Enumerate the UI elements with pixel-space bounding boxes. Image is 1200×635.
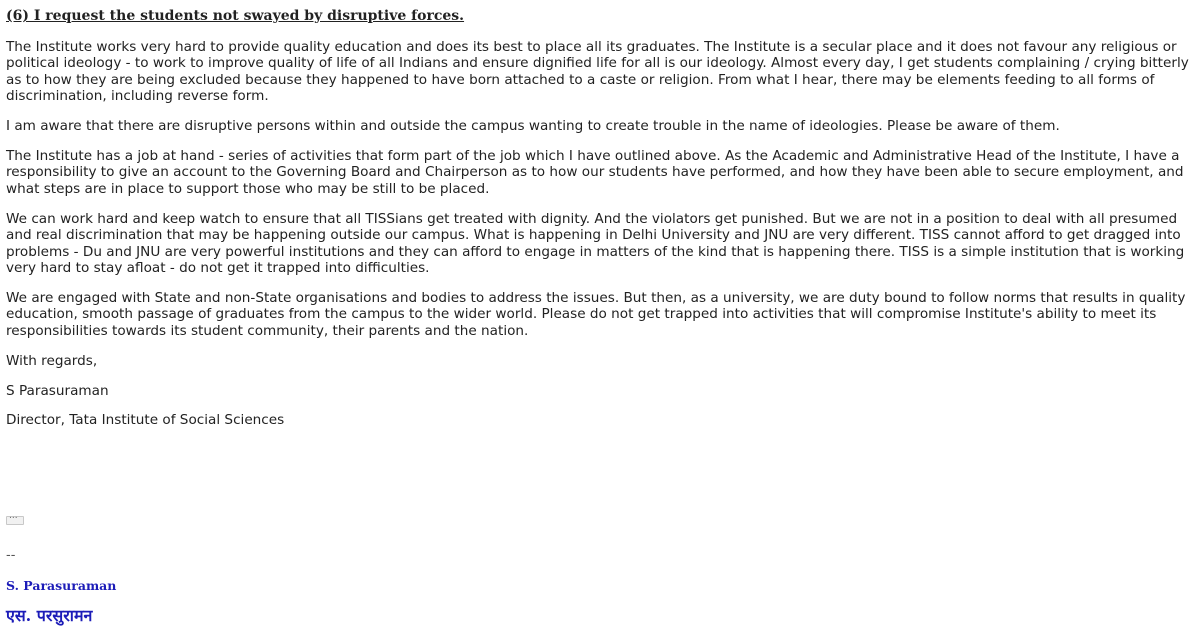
- paragraph-1: The Institute works very hard to provide quality education and does its best to place all its graduates. The Institute is a secular place and it does not favour any religious or political ideology - to work to improve quality of life of all Indians and ensure dignified life for all is our ideology. Almost every day, I get students complaining / crying bitterly as to how they are being excluded because they happened to have born attached to a caste or religion. From what I hear, there may be elements feeding to all forms of discrimination, including reverse form.: [6, 39, 1189, 105]
- show-trimmed-content-button[interactable]: [6, 511, 24, 525]
- paragraph-2: I am aware that there are disruptive persons within and outside the campus wanting to create trouble in the name of ideologies. Please be aware of them.: [6, 118, 1060, 135]
- closing-line: With regards,: [6, 352, 98, 369]
- paragraph-4: We can work hard and keep watch to ensure that all TISSians get treated with dignity. And the violators get punished. But we are not in a position to deal with all presumed and real discrimination that may be happening outside our campus. What is happening in Delhi University and JNU are very different. TISS cannot afford to get dragged into problems - Du and JNU are very powerful institutions and they can afford to engage in matters of the kind that is happening there. TISS is a simple institution that is working very hard to stay afloat - do not get it trapped into difficulties.: [6, 210, 1185, 276]
- signature-separator: --: [6, 548, 16, 564]
- paragraph-5: We are engaged with State and non-State organisations and bodies to address the issues. But then, as a university, we are duty bound to follow norms that results in quality education, smooth passage of graduates from the campus to the wider world. Please do not get trapped into activities that will compromise Institute's ability to meet its responsibilities towards its student community, their parents and the nation.: [6, 289, 1186, 339]
- section-heading: (6) I request the students not swayed by disruptive forces.: [6, 8, 465, 24]
- signature-name-hindi: एस. परसुरामन: [6, 606, 93, 626]
- signature-name-english: S. Parasuraman: [6, 578, 117, 594]
- paragraph-3: The Institute has a job at hand - series of activities that form part of the job which I have outlined above. As the Academic and Administrative Head of the Institute, I have a responsibility to give an account to the Governing Board and Chairperson as to how our students have performed, and how they have been able to secure employment, and what steps are in place to support those who may be still to be placed.: [6, 148, 1184, 197]
- ellipsis-icon: ...: [9, 511, 18, 522]
- sender-title: Director, Tata Institute of Social Sciences: [6, 412, 285, 429]
- sender-name: S Parasuraman: [6, 382, 109, 399]
